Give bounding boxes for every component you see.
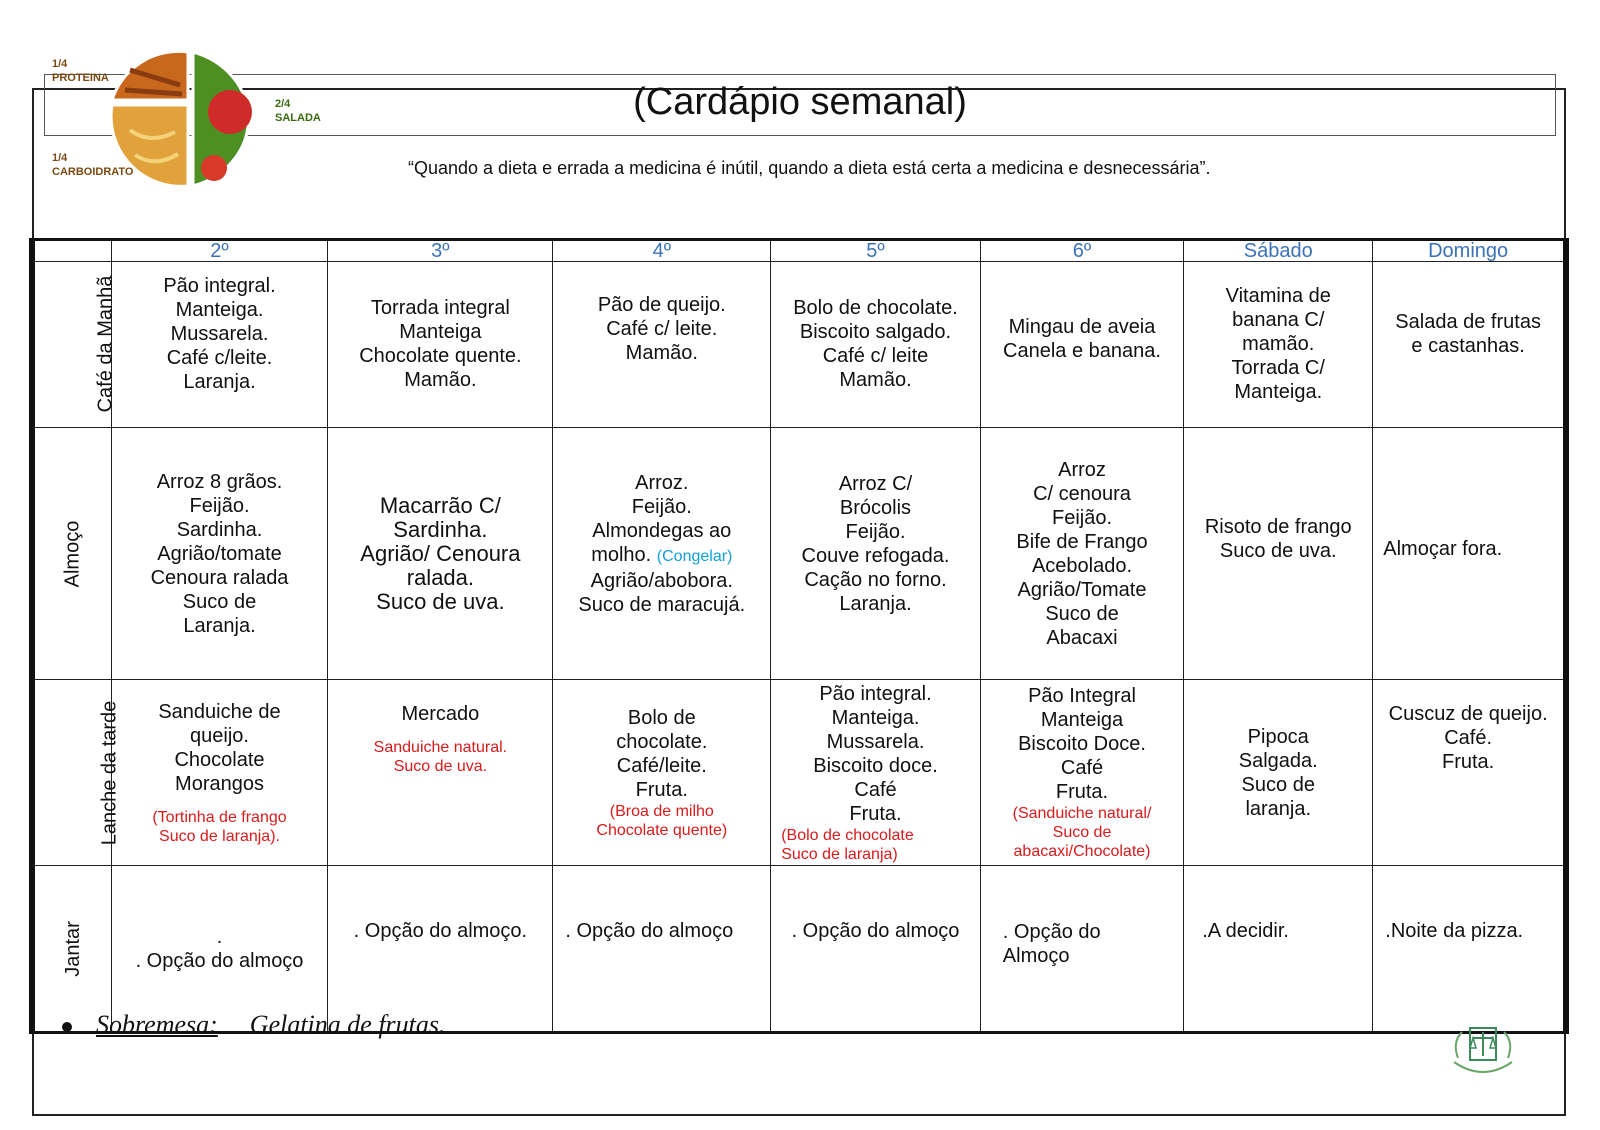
- page-title: (Cardápio semanal): [633, 81, 967, 123]
- meal-row-breakfast: [32, 262, 1566, 428]
- menu-cell: Arroz 8 grãos. Feijão. Sardinha. Agrião/tomate Cenoura ralada Suco de Laranja.: [111, 427, 328, 680]
- menu-table: [29, 238, 1569, 1034]
- menu-cell: . Opção do almoço: [771, 866, 981, 1033]
- meal-label: Almoço: [32, 427, 111, 680]
- menu-cell: Pão Integral Manteiga Biscoito Doce. Café Fruta. (Sanduiche natural/ Suco de abacaxi/Chocolate): [980, 680, 1183, 866]
- menu-cell: Risoto de frango Suco de uva.: [1184, 427, 1373, 680]
- menu-cell: . Opção do almoço: [553, 866, 771, 1033]
- menu-cell: Arroz C/ cenoura Feijão. Bife de Frango Acebolado. Agrião/Tomate Suco de Abacaxi: [980, 427, 1183, 680]
- day-header-row: [32, 240, 1566, 262]
- dessert-line: [62, 1010, 446, 1040]
- menu-cell: Salada de frutas e castanhas.: [1373, 262, 1566, 428]
- plate-diagram: [50, 50, 340, 200]
- menu-cell: Almoçar fora.: [1373, 427, 1566, 680]
- day-header: 6º: [980, 240, 1183, 262]
- menu-cell: Arroz C/ Brócolis Feijão. Couve refogada. Cação no forno. Laranja.: [771, 427, 981, 680]
- day-header: 5º: [771, 240, 981, 262]
- carb-fraction: 1/4: [52, 152, 68, 164]
- menu-cell: .A decidir.: [1184, 866, 1373, 1033]
- menu-cell: Mingau de aveia Canela e banana.: [980, 262, 1183, 428]
- protein-fraction: 1/4: [52, 58, 68, 70]
- scales-emblem-icon: [1448, 1022, 1518, 1076]
- alt-note: (Bolo de chocolate Suco de laranja): [781, 826, 914, 863]
- alt-note: (Sanduiche natural/ Suco de abacaxi/Chocolate): [1012, 805, 1152, 861]
- menu-cell: .Noite da pizza.: [1373, 866, 1566, 1033]
- meal-row-afternoon: [32, 680, 1566, 866]
- freeze-note: (Congelar): [656, 547, 733, 565]
- day-header: Domingo: [1373, 240, 1566, 262]
- menu-cell: Mercado Sanduiche natural. Suco de uva.: [328, 680, 553, 866]
- menu-cell: Pão integral. Manteiga. Mussarela. Café c/leite. Laranja.: [111, 262, 328, 428]
- menu-cell: Vitamina de banana C/ mamão. Torrada C/ Manteiga.: [1184, 262, 1373, 428]
- day-header: 4º: [553, 240, 771, 262]
- corner-cell: [32, 240, 111, 262]
- protein-label: PROTEINA: [52, 72, 109, 84]
- day-header: 3º: [328, 240, 553, 262]
- menu-cell: . Opção do almoço.: [328, 866, 553, 1033]
- menu-cell: Bolo de chocolate. Café/leite. Fruta. (Broa de milho Chocolate quente): [553, 680, 771, 866]
- quote: “Quando a dieta e errada a medicina é inútil, quando a dieta está certa a medicina e desnecessária”.: [408, 158, 1211, 178]
- dessert-label: Sobremesa:: [96, 1010, 218, 1039]
- carb-label: CARBOIDRATO: [52, 166, 134, 178]
- meal-row-dinner: [32, 866, 1566, 1033]
- menu-cell: [553, 427, 771, 680]
- alt-note: Sanduiche natural. Suco de uva.: [373, 739, 508, 776]
- menu-cell: . . Opção do almoço: [111, 866, 328, 1033]
- lunch-text: Arroz. Feijão. Almondegas ao molho.: [591, 471, 732, 566]
- menu-cell: Bolo de chocolate. Biscoito salgado. Café c/ leite Mamão.: [771, 262, 981, 428]
- menu-cell: Macarrão C/ Sardinha. Agrião/ Cenoura ralada. Suco de uva.: [328, 427, 553, 680]
- meal-label: Jantar: [32, 866, 111, 1033]
- salad-fraction: 2/4: [275, 98, 291, 110]
- day-header: 2º: [111, 240, 328, 262]
- lunch-text-2: Agrião/abobora. Suco de maracujá.: [578, 569, 746, 616]
- meal-row-lunch: [32, 427, 1566, 680]
- alt-note: (Broa de milho Chocolate quente): [596, 802, 728, 839]
- menu-cell: Torrada integral Manteiga Chocolate quente. Mamão.: [328, 262, 553, 428]
- dessert-value: Gelatina de frutas.: [249, 1010, 446, 1039]
- bullet-icon: [62, 1022, 72, 1032]
- meal-label: Lanche da tarde: [32, 680, 111, 866]
- menu-cell: Pão integral. Manteiga. Mussarela. Biscoito doce. Café Fruta. (Bolo de chocolate Suco de laranja): [771, 680, 981, 866]
- alt-note: (Tortinha de frango Suco de laranja).: [152, 808, 287, 845]
- menu-cell: . Opção do Almoço: [980, 866, 1183, 1033]
- meal-label: Café da Manhã: [32, 262, 111, 428]
- menu-cell: Pipoca Salgada. Suco de laranja.: [1184, 680, 1373, 866]
- menu-cell: Sanduiche de queijo. Chocolate Morangos (Tortinha de frango Suco de laranja).: [111, 680, 328, 866]
- menu-cell: Cuscuz de queijo. Café. Fruta.: [1373, 680, 1566, 866]
- salad-label: SALADA: [275, 112, 321, 124]
- day-header: Sábado: [1184, 240, 1373, 262]
- menu-cell: Pão de queijo. Café c/ leite. Mamão.: [553, 262, 771, 428]
